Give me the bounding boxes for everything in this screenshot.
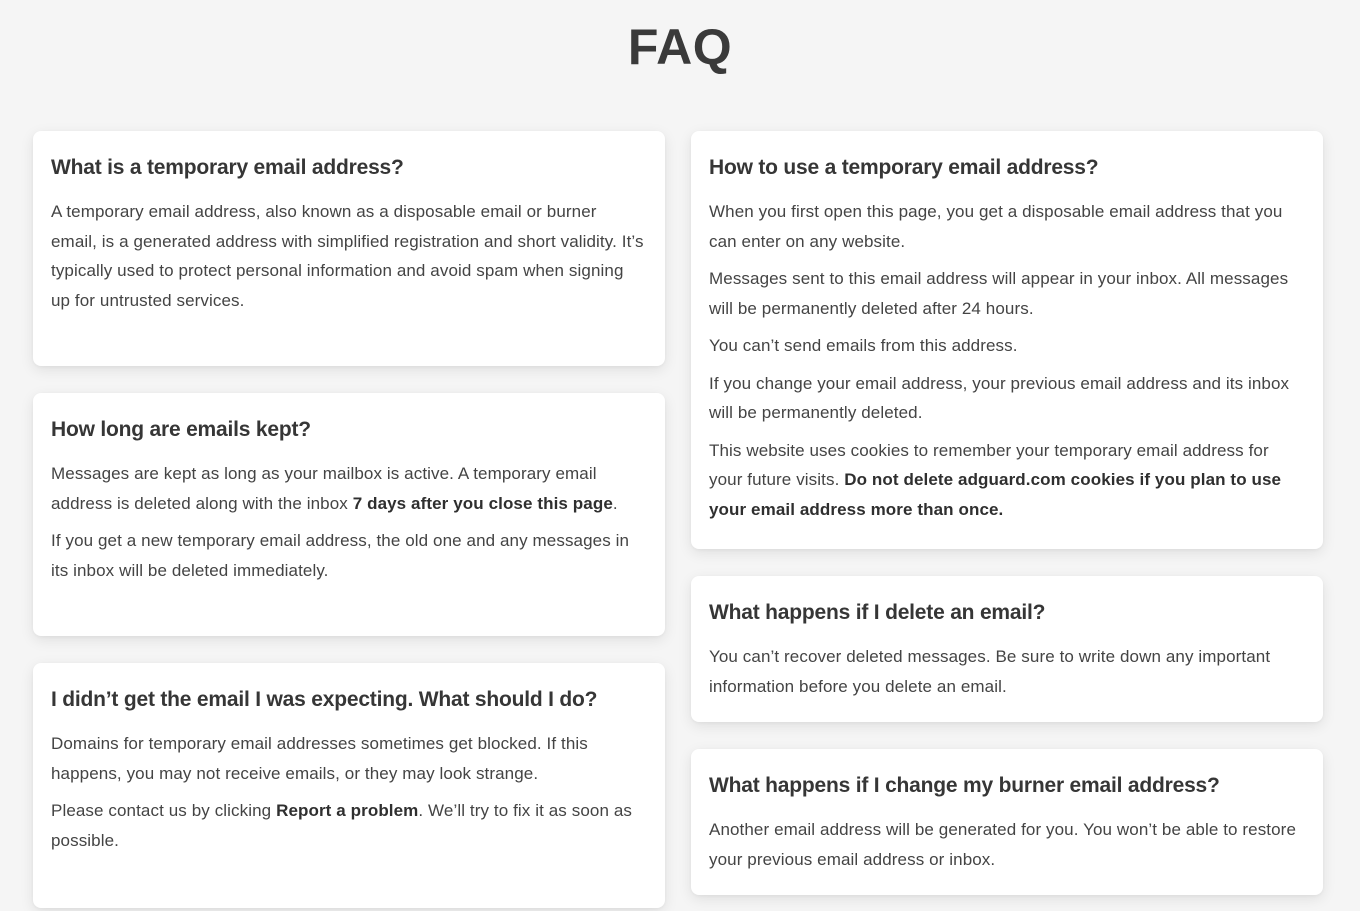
faq-answer-paragraph — [709, 369, 1305, 428]
faq-answer-paragraph — [709, 197, 1305, 256]
faq-answer-paragraph — [51, 729, 647, 788]
faq-question: How long are emails kept? — [51, 418, 311, 441]
faq-card-what-is-temporary-email — [33, 131, 665, 366]
faq-answer-paragraph — [51, 197, 647, 315]
faq-question: What happens if I change my burner email address? — [709, 774, 1220, 797]
faq-card-didnt-get-email — [33, 663, 665, 908]
faq-answer-paragraph — [709, 331, 1305, 361]
faq-card-how-long-kept — [33, 393, 665, 636]
answer-text: Domains for temporary email addresses sometimes get blocked. If this happens, you may not receive emails, or they may look strange. — [51, 734, 588, 783]
faq-column-left — [33, 131, 665, 911]
answer-text: When you first open this page, you get a disposable email address that you can enter on any website. — [709, 202, 1283, 251]
faq-answer-paragraph — [51, 459, 647, 518]
answer-text: Please contact us by clicking — [51, 801, 277, 820]
faq-question: How to use a temporary email address? — [709, 156, 1099, 179]
answer-text-bold: 7 days after you close this page — [352, 493, 613, 513]
answer-text: A temporary email address, also known as a disposable email or burner email, is a generated address with simplified registration and short validity. It’s typically used to protect personal information and avoid spam when signing up for untrusted services. — [51, 202, 644, 310]
faq-answer-paragraph — [709, 436, 1305, 525]
answer-text: Messages are kept as long as your mailbox is active. A temporary email address is deleted along with the inbox — [51, 464, 597, 513]
answer-text: This website uses cookies to remember your temporary email address for your future visits. — [709, 440, 1269, 489]
answer-text: Another email address will be generated for you. You won’t be able to restore your previous email address or inbox. — [709, 820, 1297, 869]
faq-column-right — [691, 131, 1323, 911]
answer-text: Messages sent to this email address will appear in your inbox. All messages will be permanently deleted after 24 hours. — [709, 269, 1289, 318]
faq-answer-paragraph — [51, 526, 647, 585]
faq-question: What happens if I delete an email? — [709, 601, 1046, 624]
page-title: FAQ — [627, 19, 733, 75]
answer-text: . We’ll try to fix it as soon as possible. — [51, 801, 632, 850]
faq-answer-paragraph — [709, 642, 1305, 701]
answer-text: . — [612, 493, 618, 513]
answer-text: You can’t send emails from this address. — [709, 336, 1018, 355]
faq-answer-paragraph — [709, 264, 1305, 323]
faq-question: I didn’t get the email I was expecting. What should I do? — [51, 688, 598, 711]
answer-text-bold: Do not delete adguard.com cookies if you plan to use your email address more than once. — [709, 470, 1282, 519]
faq-card-delete-email — [691, 576, 1323, 722]
faq-card-change-burner-address — [691, 749, 1323, 895]
faq-answer-paragraph — [709, 815, 1305, 874]
faq-answer-paragraph — [51, 796, 647, 855]
answer-text: If you get a new temporary email address, the old one and any messages in its inbox will be deleted immediately. — [51, 531, 630, 580]
answer-text: If you change your email address, your previous email address and its inbox will be permanently deleted. — [709, 373, 1290, 422]
report-a-problem-text: Report a problem — [276, 801, 419, 820]
answer-text: You can’t recover deleted messages. Be sure to write down any important information before you delete an email. — [709, 647, 1271, 696]
faq-card-how-to-use — [691, 131, 1323, 549]
faq-question: What is a temporary email address? — [51, 156, 404, 179]
